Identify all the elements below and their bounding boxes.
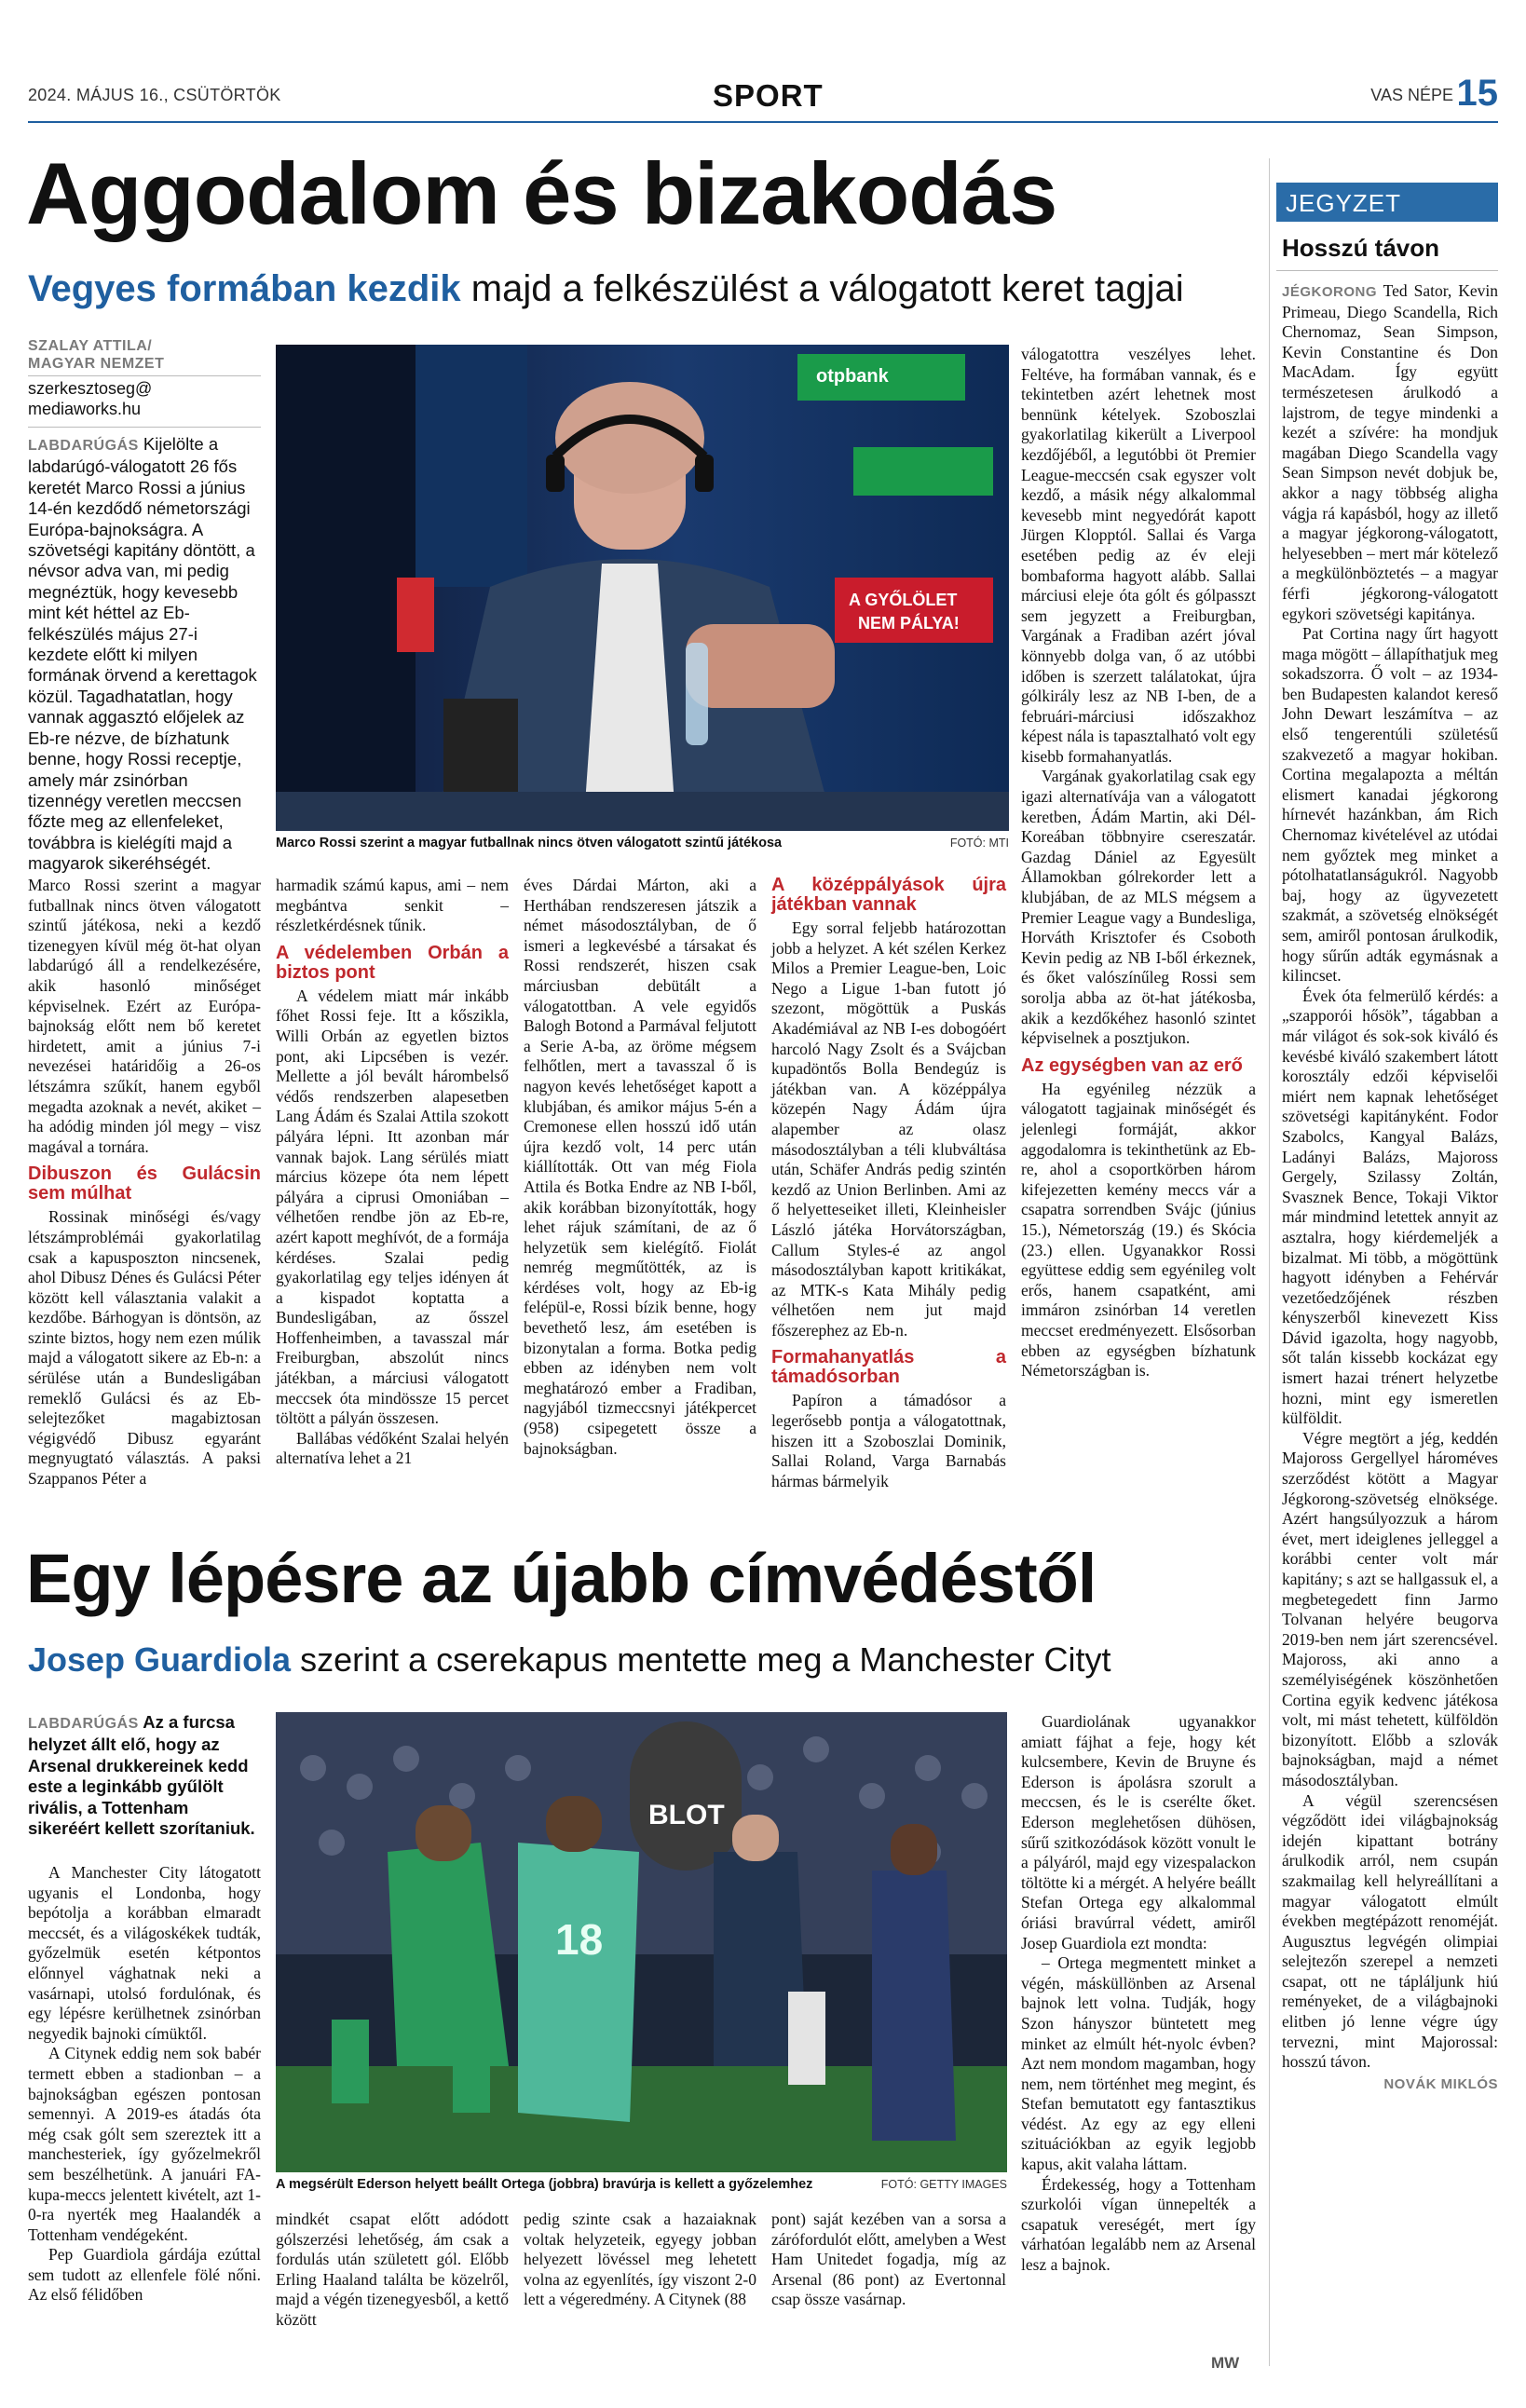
sidebar-divider (1269, 158, 1270, 2366)
article2-subtitle-highlight: Josep Guardiola (28, 1640, 292, 1679)
article1-col1 (28, 876, 261, 1490)
sidebar-p1: Ted Sator, Kevin Primeau, Diego Scandella, Rich Chernomaz, Sean Simpson, Kevin Constantine és Don MacAdam. Így együtt természetesen árulkodó a lajstrom, de tegye mindenki a kezét a szívére: ha mondjuk magában Diego Scandella vagy Sean Simpson nevét dobjuk be, akkor a nagy többség aligha vágja rá kapásból, hogy az illető a magyar jégkorong-válogatott, helyesebben – mert már kötelező a megkülönböztetés – a magyar férfi jégkorong-válogatott egykori szövetségi kapitánya. (1282, 281, 1498, 623)
sponsor-board-logo: otpbank (816, 366, 889, 387)
article1-col2-subhead: A védelemben Orbán a biztos pont (276, 942, 509, 983)
article2-col1-p3: Pep Guardiola gárdája ezúttal sem tudott az ellenfele fölé nőni. Az első félidőben (28, 2245, 261, 2305)
article1-subtitle-highlight: Vegyes formában kezdik (28, 268, 461, 309)
article2-subtitle (28, 1639, 1258, 1680)
article1-lead-kicker: LABDARÚGÁS (28, 438, 139, 454)
section-title: SPORT (713, 78, 824, 113)
article2-col3 (524, 2210, 756, 2310)
article1-col1-p2: Rossinak minőségi és/vagy létszámproblémái gyakorlatilag csak a kapusposzton nincsenek, ahol Dibusz Dénes és Gulácsi Péter között kell választania valakit a kezdőbe. Bárhogyan is döntsön, az szinte biztos, hogy nem ezen múlik majd a válogatott sikere az Eb-n: a sérülése után a Bundesligában remeklő Gulácsi és az Eb-selejtezőket magabiztosan végigvédő Dibusz egyaránt megnyugtató választás. A paksi Szappanos Péter a (28, 1207, 261, 1489)
press-conference-photo (276, 345, 1009, 831)
article1-col5-p3: Ha egyénileg nézzük a válogatott tagjainak minőségét és jelenlegi formáját, akkor aggodalomra is tekinthetünk az Eb-re, ahol a csoportkörben három kifejezetten kemény meccs vár a csapatra sorrendben Svájc (június 15.), Németország (19.) és Skócia (23.) ellen. Ugyanakkor Rossi együttese eddig sem egyénileg volt erős, hanem csapatként, ami immáron zsinórban 14 veretlen meccset eredményezett. Elsősorban ebben az egységben bízhatunk Németországban is. (1021, 1079, 1256, 1381)
article1-col1-subhead: Dibuszon és Gulácsin sem múlhat (28, 1163, 261, 1204)
article1-col2-p1: harmadik számú kapus, ami – nem megbántva senkit – részletkérdésnek tűnik. (276, 876, 509, 935)
article2-col5-p2: – Ortega megmentett minket a végén, másküllönben az Arsenal bajnok lett volna. Tudják, hogy Szon hányszor büntetett meg minket az elmúlt hét-nyolc évben? Azt nem mondom magamban, hogy nem, nem történhet meg megint, és Stefan bemutatott egy fantasztikus védést. Az egy az egy elleni szituációkban az egyik legjobb kapus, akit valaha láttam. (1021, 1953, 1256, 2174)
sidebar-kicker: JÉGKORONG (1282, 284, 1378, 300)
article1-col4-subhead2: Formahanyatlás a támadósorban (771, 1347, 1006, 1388)
article1-caption-text: Marco Rossi szerint a magyar futballnak nincs ötven válogatott szintű játékosa (276, 836, 783, 850)
article2-col4 (771, 2210, 1006, 2310)
article2-col4-p1: pont) saját kezében van a sorsa a zárófordulót előtt, amelyben a West Ham Unitedet fogadja, míg az Arsenal (86 pont) az Evertonnal csap össze vasárnap. (771, 2210, 1006, 2309)
author-line2: MAGYAR NEMZET (28, 355, 261, 376)
article2-signature: MW (1211, 2354, 1240, 2372)
author-line1: SZALAY ATTILA/ (28, 338, 153, 354)
article2-col2-p1: mindkét csapat előtt adódott gólszerzési lehetőség, ám csak a fordulás után született gól. Előbb Erling Haaland találta be közelről, majd a végén tizenegyesből, a kettő között (276, 2210, 509, 2329)
email-line2: mediaworks.hu (28, 399, 261, 428)
article2-photo-caption (276, 2177, 1007, 2197)
article1-col5 (1021, 345, 1256, 1381)
board-text-2: NEM PÁLYA! (858, 614, 960, 633)
sidebar-tag (1276, 183, 1498, 222)
header-date: 2024. MÁJUS 16., CSÜTÖRTÖK (28, 86, 281, 104)
sidebar-p4: Végre megtört a jég, keddén Majoross Gergellyel hároméves szerződést kötött a Magyar Jégkorong-szövetség elnöksége. Azért hangsúlyozzuk a három évet, mert ideiglenes jelleggel a korábbi center volt már kapitány; s azt se hallgassuk el, a megbetegedett finn Jarmo Tolvanan helyére beugorva 2019-ben nem járt szerencsével. Majoross, aki anno a személyiségének köszönhetően Cortina egyik kedvenc játékosa volt, mi mást tehetett, külföldön bizonyított. Előbb a szlovák bajnokságban, majd a német másodosztályban. (1282, 1428, 1498, 1789)
article1-col4-p1: Egy sorral feljebb határozottan jobb a helyzet. A két szélen Kerkez Milos a Premier League-ben, Loic Nego a Ligue 1-ban futott jó szezont, mögöttük a Puskás Akadémiával az NB I-es dobogóért harcoló Nagy Zsolt és a Svájcban kupadöntős Bolla Bendegúz is játékban van. A középpálya közepén Nagy Ádám újra alapember az olasz másodosztályban a téli klubváltása után, Schäfer András pedig szintén kezdő az Union Berlinben. Ami az ő helyetteseiket illeti, Kleinheisler László játéka Horvátországban, Callum Styles-é az angol másodosztályban kapott kritikákat, az MTK-s Kata Mihály pedig vélhetően nem jut majd főszerephez az Eb-n. (771, 918, 1006, 1340)
article1-col5-p1: válogatottra veszélyes lehet. Feltéve, ha formában vannak, és e tekintetben azért lehetnek most bennünk kételyek. Szoboszlai gyakorlatilag kikerült a Liverpool kezdőjéből, a legutóbbi öt Premier League-meccsén csak egyszer volt kezdő, a másik négy alkalommal kevesebb mint negyedórát kapott Jürgen Klopptól. Sallai és Varga esetében pedig az év eleji bombaforma hagyott alább. Sallai márciusi eleje óta gólt és gólpasszt sem jegyzett a Freiburgban, Vargának a Fradiban azért jóval könnyebb dolga van, ő az utóbbi időben is szerzett találatokat, újra gólkirály lesz az NB I-ben, de a februári-márciusi időszakhoz képest nála is tapasztalható volt egy kisebb formahanyatlás. (1021, 345, 1256, 766)
article1-byline (28, 337, 261, 428)
article2-photo (276, 1712, 1007, 2172)
article1-col4-p2: Papíron a támadósor a legerősebb pontja a válogatottnak, hiszen itt a Szoboszlai Dominik, Sallai Roland, Varga Barnabás hármas bármelyik (771, 1391, 1006, 1490)
article1-subtitle (28, 266, 1258, 311)
article2-col1 (28, 1863, 261, 2306)
article2-col1-p1: A Manchester City látogatott ugyanis el Londonba, hogy bepótolja a korábban elmaradt meccsét, és a világoskékek tudták, győzelmük esetén kétpontos előnnyel vághatnak neki a vasárnapi, utolsó fordulónak, és egy lépésre kerülhetnek zsinórban negyedik bajnoki címüktől. (28, 1863, 261, 2043)
article1-lead-text: Kijelölte a labdarúgó-válogatott 26 fős keretét Marco Rossi a június 14-én kezdődő németországi Európa-bajnokságra. A szövetségi kapitány döntött, a névsor adva van, mi pedig megnéztük, hogy kevesebb mint két héttel az Eb-felkészülés május 27-i kezdete előtt ki milyen formának örvend a kerettagok közül. Tagadhatatlan, hogy vannak aggasztó előjelek az Eb-re nézve, de bízhatunk benne, hogy Rossi receptje, amely már zsinórban tizennégy veretlen meccsen főzte meg az ellenfeleket, továbbra is kielégíti majd a magyarok sikeréhségét. (28, 434, 257, 874)
page-number: 15 (1456, 73, 1498, 114)
sidebar-author: NOVÁK MIKLÓS (1383, 2075, 1498, 2092)
substitution-photo (276, 1712, 1007, 2172)
sidebar-label: JEGYZET (1286, 189, 1402, 217)
article1-col3 (524, 876, 756, 1459)
article1-photo-caption (276, 836, 1009, 856)
paper-name: VAS NÉPE (1370, 86, 1453, 104)
board-text: BLOT (648, 1800, 725, 1830)
article1-subtitle-rest: majd a felkészülést a válogatott keret tagjai (460, 268, 1184, 309)
board-text-1: A GYŐLÖLET (849, 591, 958, 609)
sidebar-p3: Évek óta felmerülő kérdés: a „szapporói hősök”, tágabban a már világot és sok-sok kiváló és kevésbé kiváló szakembert látott korosztály edzői képviselői miért nem kapnak lehetőséget szövetségi kapitányként. Fodor Szabolcs, Kangyal Balázs, Ladányi Balázs, Majoross Gergely, Szilassy Zoltán, Svasznek Bence, Tokaji Viktor már mindmind letettek annyit az asztalra, hogy kiérdemeljék a bizalmat. Mi több, a mögöttünk hagyott idényben a Fehérvár vezetőedzőjének részben kényszerből kinevezett Kiss Dávid igazolta, hogy nagyobb, sőt talán kissebb kockázat egy ismert hazai trénert helyzetbe hozni, mint egy ismeretlen külföldit. (1282, 986, 1498, 1428)
article2-title: Egy lépésre az újabb címvédéstől (26, 1540, 1097, 1617)
article2-col5-p3: Érdekesség, hogy a Tottenham szurkolói vígan ünnepelték a csapatuk vereségét, mert így várhatóan legalább nem az Arsenal lesz a bajnok. (1021, 2174, 1256, 2275)
article1-col5-p2: Vargának gyakorlatilag csak egy igazi alternatívája van a válogatott keretben, Ádám Martin, aki Dél-Koreában többnyire csereszatár. Gazdag Dániel az Egyesült Államokban gólrekorder lett a klubjában, de az MLS mégsem a Premier League vagy a Bundesliga, Horváth Krisztofer és Csoboth Kevin pedig az NB I-ből érkeznek, és őket valószínűleg Rossi sem sorolja abba az öt-hat játékosba, akik a kezdőkéhez hasonló szintet képviselnek a posztjukon. (1021, 767, 1256, 1048)
article1-title: Aggodalom és bizakodás (26, 144, 1057, 242)
sidebar-body (1282, 281, 1498, 2094)
sidebar-p2: Pat Cortina nagy űrt hagyott maga mögött – állapíthatjuk meg sokadszorra. Ő volt – az 1934-ben Budapesten kalandot kereső John Dewart leszámítva – az első tengerentúli születésű szakvezető a magyar hokiban. Cortina megalapozta a méltán elismert kanadai jégkorong hírnevét hazánkban, ám Rich Chernomaz kivételével az utódai nem győztek meg minket a pótolhatatlanságukról. Nagyobb baj, hogy az ügyvezetett szakmát, a szövetség elnökségét sem, amiről pontosan árulkodik, hogy sűrűn adták egymásnak a kilincset. (1282, 624, 1498, 986)
page-header (28, 73, 1498, 123)
article2-col1-p2: A Citynek eddig nem sok babér termett ebben a stadionban – a bajnokságban egészen pontosan semennyi. A 2019-es átadás óta még csak gólt sem szereztek itt a manchesteriek, így győzelmekről sem beszélhetünk. A januári FA-kupa-meccs jelentett kivételt, azt 1-0-ra nyerték meg Haalandék a Tottenham vendégeként. (28, 2044, 261, 2244)
article1-col5-subhead: Az egységben van az erő (1021, 1054, 1243, 1076)
article2-caption-text: A megsérült Ederson helyett beállt Ortega (jobbra) bravúrja is kellett a győzelemhez (276, 2177, 813, 2192)
article2-subtitle-rest: szerint a cserekapus mentette meg a Manchester Cityt (291, 1640, 1111, 1679)
sidebar-rule (1276, 270, 1498, 271)
article2-col5-p1: Guardiolának ugyanakkor amiatt fájhat a feje, hogy két kulcsembere, Kevin de Bruyne és Ederson is ápolásra szorult a meccsen, és le is cserélte őket. Ederson meglehetősen dühösen, sűrű szitkozódások között vonult le a pályáról, majd egy vizespalackon töltötte ki a mérgét. A helyére beállt Stefan Ortega egy alkalommal óriási bravúrral védett, amiről Josep Guardiola ezt mondta: (1021, 1712, 1256, 1952)
sidebar-p5: A végül szerencsésen végződött idei világbajnokság idején kipattant botrány árulkodik arról, nem csupán szakmailag kell helyreállítani a magyar válogatott elmúlt években megtépázott renoméját. Augusztus legvégén olimpiai selejtezőn szerepel a nemzeti csapat, ott ne tápláljunk hiú reményeket, de a világbajnoki elitben jó lenne végre úgy tervezni, mint Majorossal: hosszú távon. (1282, 1790, 1498, 2072)
article1-col2 (276, 876, 509, 1469)
article1-photo (276, 345, 1009, 831)
sidebar-title: Hosszú távon (1282, 234, 1440, 262)
email-line1: szerkesztoseg@ (28, 379, 153, 398)
article1-col1-p1: Marco Rossi szerint a magyar futballnak nincs ötven válogatott szintű játékosa, neki a kezdő tizenegyen kívül még öt-hat olyan labdarúgó áll a rendelkezésére, akik hasonló minőséget képviselnek. Ezért az Európa-bajnokság előtt nem bő keretet hirdetett, amit a június 7-i nevezései határidőig a 26-os létszámra szűkít, hanem egyből megadta azoknak a nevét, akiket – ha adódig minden jól megy – visz magával a tornára. (28, 876, 261, 1156)
article2-col2 (276, 2210, 509, 2331)
article1-col4 (771, 876, 1006, 1491)
shirt-number: 18 (555, 1915, 604, 1964)
article2-lead (28, 1712, 261, 1839)
article1-col3-p1: éves Dárdai Márton, aki a Herthában rendszeresen játszik a német másodosztályban, de ő ismeri a legkevésbé a társakat és Rossi rendszerét, hiszen csak márciusban debütált a válogatottban. A vele egyidős Balogh Botond a Parmával feljutott a Serie A-ba, az öröme mégsem felhőtlen, mert a tavasszal ő is nagyon kevés lehetőséget kapott a klubjában, és amikor május 5-én a Cremonese ellen hosszú idő után újra kezdő volt, 14 perc után kiállították. Ott van még Fiola Attila és Botka Endre az NB I-ből, akik korábban bizonyították, hogy lehet rájuk számítani, de az ő helyzetük sem kielégítő. Fiolát nemrég megműtötték, az is kérdéses volt, hogy az Eb-ig felépül-e, Rossi bízik benne, hogy bevethető lesz, ám esetében is bizonytalan a forma. Botka pedig ebben az idényben nem volt meghatározó ember a Fradiban, nagyjából tizmeccsnyi játékpercet (958) csipegetett össze a bajnokságban. (524, 876, 756, 1458)
article2-col5 (1021, 1712, 1256, 2276)
article2-col3-p1: pedig szinte csak a hazaiaknak voltak helyzeteik, egyegy jobban helyezett lövéssel meg lehetett volna az egyenlítés, így viszont 2-0 lett a végeredmény. A Citynek (88 (524, 2210, 756, 2309)
article1-lead (28, 434, 261, 875)
article1-col2-p2: A védelem miatt már inkább főhet Rossi feje. Itt a kőszikla, Willi Orbán az egyetlen biztos pont, aki Lipcsében is vezér. Mellette a jól bevált hárombelső védős rendszerben alapesetben Lang Ádám és Szalai Attila szokott pályára lépni. Itt azonban már vannak bajok. Lang sérülés miatt március közepe óta nem lépett pályára a ciprusi Omoniában – vélhetően rendbe jön az Eb-re, azért kapott meghívót, de a formája kérdéses. Szalai pedig gyakorlatilag egy teljes idényen át a kispadot koptatta a Bundesligában, az ősszel Hoffenheimben, a tavasszal már Freiburgban, abszolút nincs játékban, a márciusi válogatott meccsek óta mindössze 15 percet töltött a pályán összesen. (276, 986, 509, 1428)
header-rule (28, 121, 1498, 123)
article2-lead-kicker: LABDARÚGÁS (28, 1716, 139, 1732)
article2-lead-text: Az a furcsa helyzet állt elő, hogy az Arsenal drukkereinek kedd este a leginkább gyűlölt rivális, a Tottenham sikeréért kellett szorítaniuk. (28, 1712, 255, 1839)
article1-col2-p3: Ballábas védőként Szalai helyén alternatíva lehet a 21 (276, 1428, 509, 1468)
article2-photo-credit: FOTÓ: GETTY IMAGES (880, 2178, 1007, 2191)
article1-col4-subhead: A középpályások újra játékban vannak (771, 875, 1006, 915)
article1-photo-credit: FOTÓ: MTI (949, 837, 1009, 850)
